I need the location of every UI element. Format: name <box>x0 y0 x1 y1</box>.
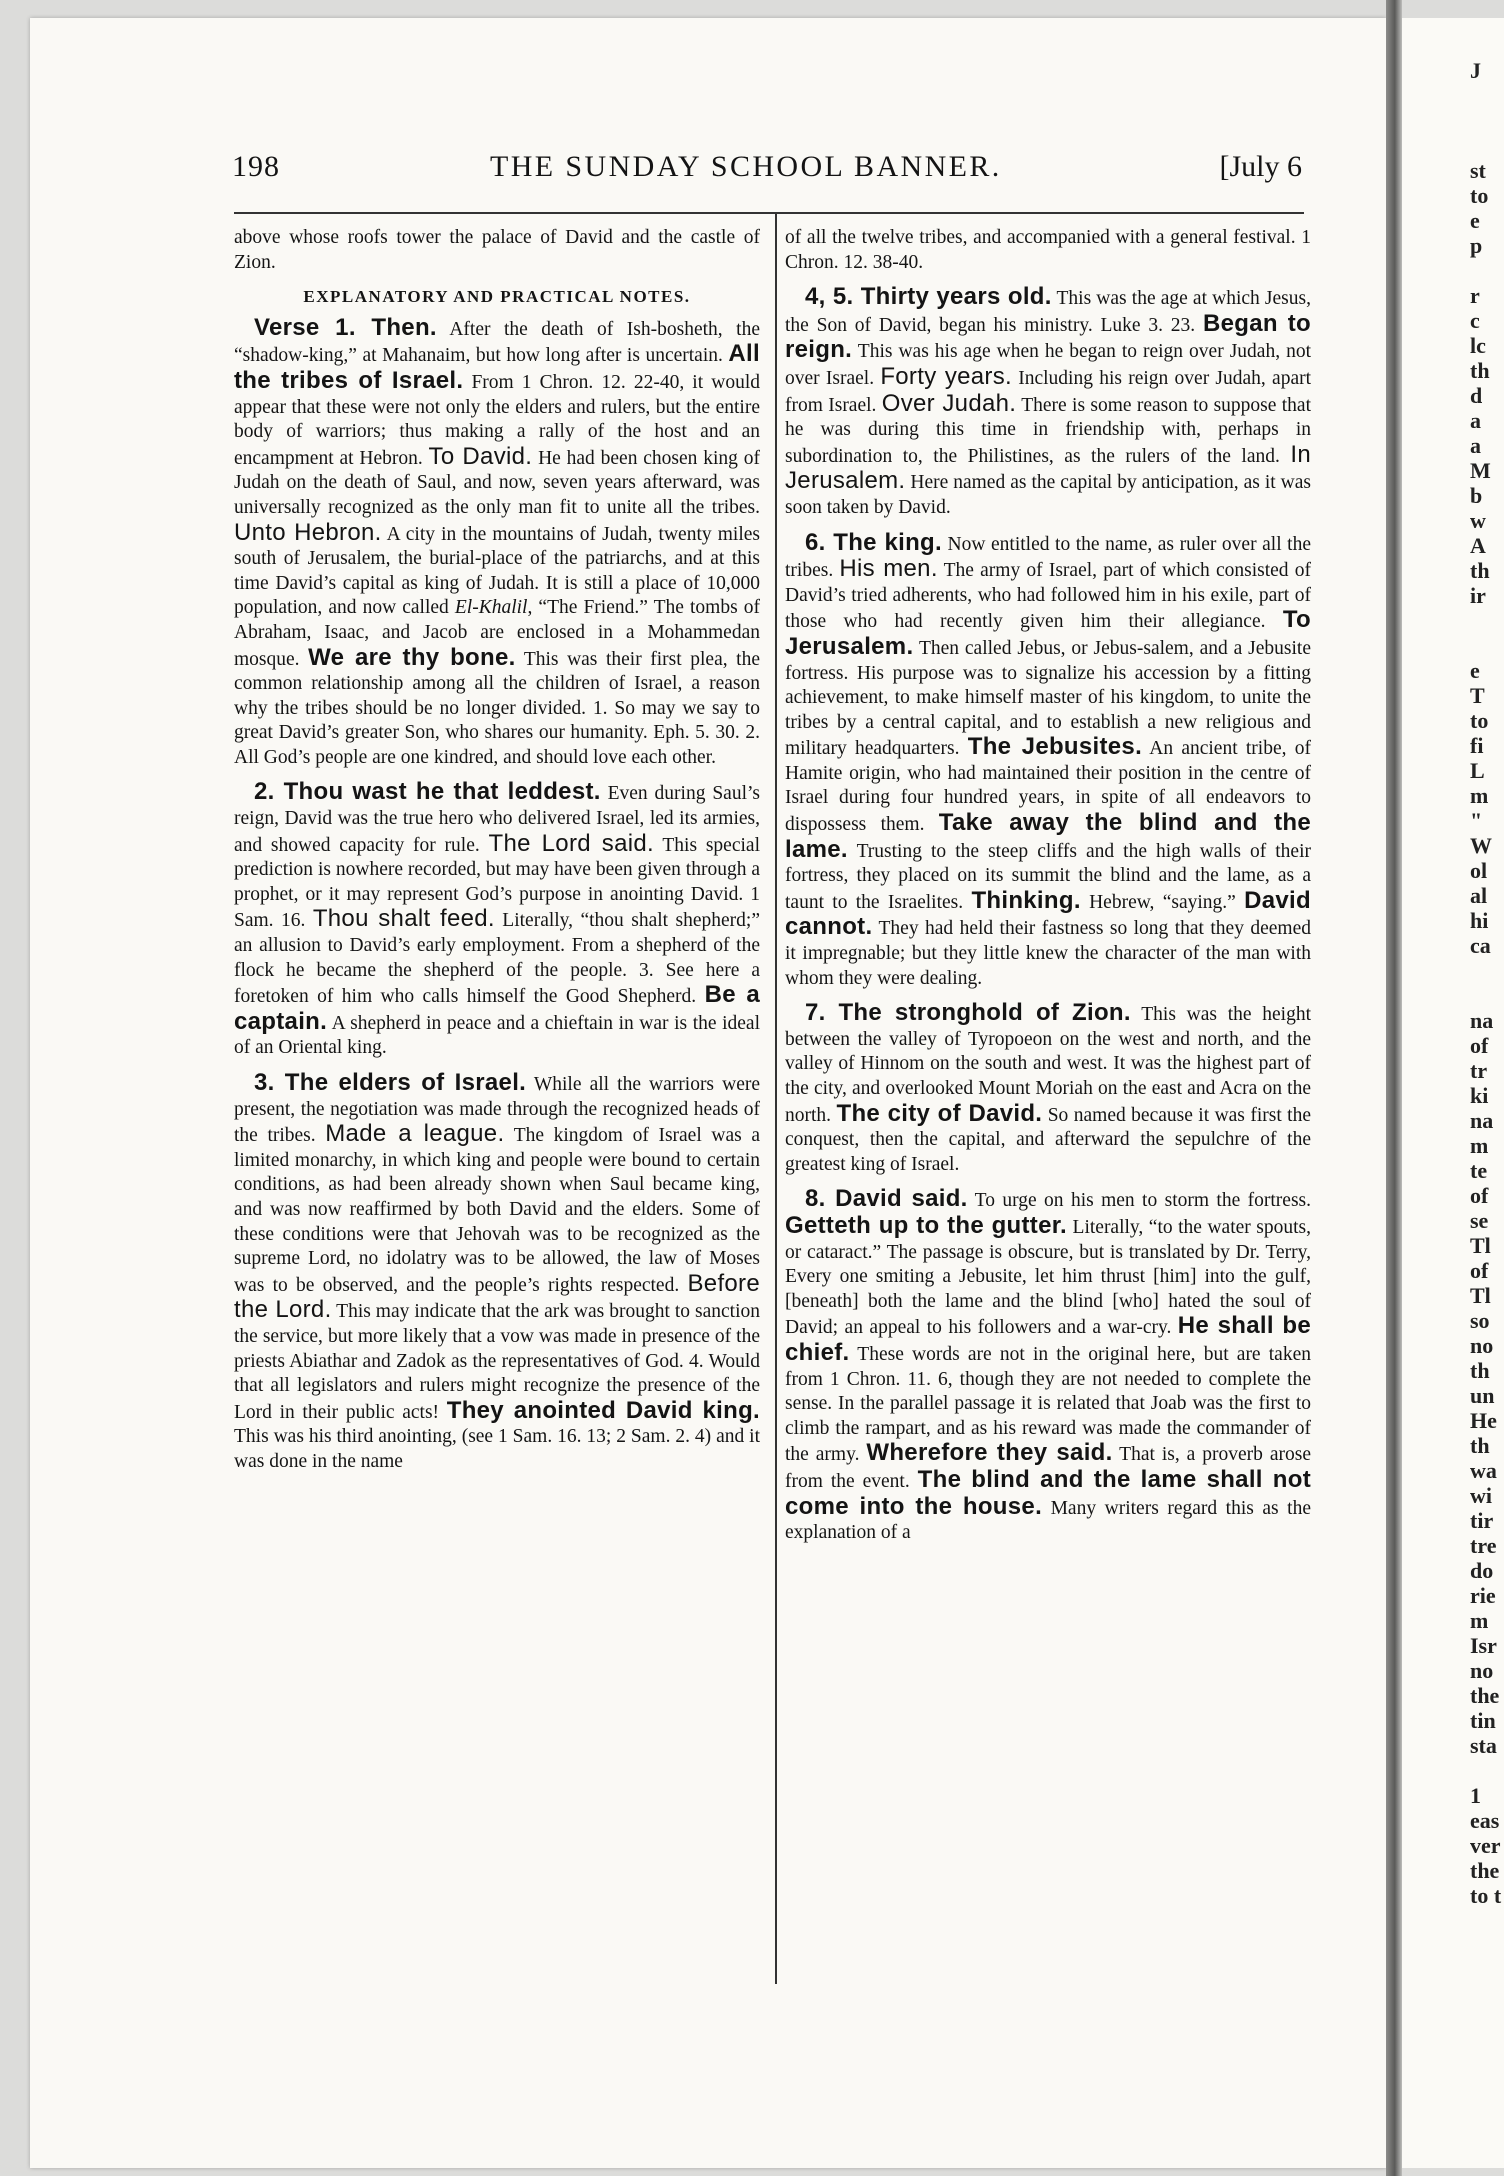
keyword: 7. The stronghold of Zion. <box>805 999 1131 1027</box>
keyword: The blind and the lame shall not come into the house. <box>785 1465 1311 1520</box>
note-verse-8: 8. David said. To urge on his men to storm the fortress. Getteth up to the gutter. Literally, “to the water spouts, or cataract.” The passage is obscure, but is translated by Dr. Terry, Every one smiting a Jebusite, let him thrust [him] into the gulf, [beneath] both the lame and the blind [who] hated the soul of David; an appeal to his followers and a war-cry. He shall be chief. These words are not in the original here, but are taken from 1 Chron. 11. 6, though they are not needed to complete the sense. In the parallel passage it is related that Joab was the first to climb the rampart, and as his reward was made the commander of the army. Wherefore they said. That is, a proverb arose from the event. The blind and the lame shall not come into the house. Many writers regard this as the explanation of a <box>785 1185 1312 1544</box>
header-rule <box>234 212 1304 214</box>
keyword: The city of David. <box>836 1099 1043 1127</box>
keyword: The Jebusites. <box>967 733 1143 761</box>
keyword: The Lord said. <box>488 829 654 857</box>
note-verse-6: 6. The king. Now entitled to the name, as ruler over all the tribes. His men. The army of Israel, part of which consisted of David’s tried adherents, who had followed him in his exile, part of those who had recently given him their allegiance. To Jerusalem. Then called Jebus, or Jebus-salem, and a Jebusite fortress. His purpose was to signalize his accession by a fitting achievement, to make himself master of his kingdom, to unite the tribes by a central capital, and to establish a new religious and military headquarters. The Jebusites. An ancient tribe, of Hamite origin, who had maintained their position in the centre of Israel during four hundred years, in spite of all endeavors to dispossess them. Take away the blind and the lame. Trusting to the steep cliffs and the high walls of their fortress, they placed on its summit the blind and the lame, as a taunt to the Israelites. Thinking. Hebrew, “saying.” David cannot. They had held their fastness so long that they deemed it impregnable; but they little knew the character of the man with whom they were dealing. <box>785 528 1311 989</box>
note-verse-1: Verse 1. Then. After the death of Ish-bosheth, the “shadow-king,” at Mahanaim, but how long after is uncertain. All the tribes of Israel. From 1 Chron. 12. 22-40, it would appear that these were not only the elders and rulers, but the entire body of warriors; thus making a rally of the host and an encampment at Hebron. To David. He had been chosen king of Judah on the death of Saul, and now, seven years afterward, was universally recognized as the only man fit to unite all the tribes. Unto Hebron. A city in the mountains of Judah, twenty miles south of Jerusalem, the burial-place of the patriarchs, and at this time David’s capital as king of Judah. It is still a place of 10,000 population, and now called El-Khalil, “The Friend.” The tombs of Abraham, Isaac, and Jacob are enclosed in a Mohammedan mosque. We are thy bone. This was their first plea, the common relationship among all the children of Israel, a reason why the tribes should be no longer divided. 1. So may we say to great David’s greater Son, who shares our humanity. Eph. 5. 30. 2. All God’s people are one kindred, and should love each other. <box>234 313 761 768</box>
note-verse-7: 7. The stronghold of Zion. This was the height between the valley of Tyropoeon on the west and north, and the valley of Hinnom on the south and west. It was the highest part of the city, and overlooked Mount Moriah on the east and Acra on the north. The city of David. So named because it was first the conquest, then the capital, and afterward the sepulchre of the greatest king of Israel. <box>785 999 1312 1175</box>
keyword: Over Judah. <box>881 389 1017 417</box>
running-header <box>232 150 1302 190</box>
keyword: To Jerusalem. <box>785 606 1311 660</box>
keyword: Thou shalt feed. <box>312 905 495 933</box>
keyword: To David. <box>428 442 533 470</box>
right-column <box>785 226 1311 1556</box>
keyword: Be a captain. <box>234 981 761 1035</box>
keyword: They anointed David king. <box>446 1396 761 1424</box>
continued-paragraph: of all the twelve tribes, and accompanied with a general festival. 1 Chron. 12. 38-40. <box>785 227 1311 273</box>
keyword: He shall be chief. <box>785 1312 1311 1366</box>
keyword: Getteth up to the gutter. <box>785 1211 1068 1239</box>
keyword: Forty years. <box>880 362 1012 390</box>
keyword: 2. Thou wast he that leddest. <box>254 778 601 806</box>
keyword: Verse 1. Then. <box>254 313 437 341</box>
intro-paragraph: above whose roofs tower the palace of David and the castle of Zion. <box>234 227 760 273</box>
keyword: Wherefore they said. <box>866 1439 1113 1467</box>
keyword: Thinking. <box>971 886 1081 914</box>
keyword: Unto Hebron. <box>234 518 382 546</box>
keyword: All the tribes of Israel. <box>234 340 760 394</box>
keyword: 6. The king. <box>805 528 942 556</box>
note-verse-2: 2. Thou wast he that leddest. Even during Saul’s reign, David was the true hero who delivered Israel, led its armies, and showed capacity for rule. The Lord said. This special prediction is nowhere recorded, but may have been given through a prophet, or it may represent God’s purpose in anointing David. 1 Sam. 16. Thou shalt feed. Literally, “thou shalt shepherd;” an allusion to David’s early employment. From a shepherd of the flock he became the shepherd of the people. 3. See here a foretoken of him who calls himself the Good Shepherd. Be a captain. A shepherd in peace and a chieftain in war is the ideal of an Oriental king. <box>234 778 761 1059</box>
journal-title: THE SUNDAY SCHOOL BANNER. <box>490 150 1002 183</box>
keyword: Made a league. <box>325 1120 505 1148</box>
keyword: 3. The elders of Israel. <box>254 1069 527 1096</box>
book-gutter <box>1386 0 1402 2176</box>
section-heading: EXPLANATORY AND PRACTICAL NOTES. <box>303 287 691 307</box>
keyword: In Jerusalem. <box>785 440 1311 495</box>
keyword: Take away the blind and the lame. <box>785 809 1311 863</box>
note-verse-4-5: 4, 5. Thirty years old. This was the age at which Jesus, the Son of David, began his ministry. Luke 3. 23. Began to reign. This was his age when he began to reign over Judah, not over Israel. Forty years. Including his reign over Judah, apart from Israel. Over Judah. There is some reason to suppose that he was during this time in friendship with, perhaps in subordination to, the Philistines, as the rulers of the land. In Jerusalem. Here named as the capital by anticipation, as it was soon taken by David. <box>785 283 1312 518</box>
issue-date: [July 6 <box>1219 150 1302 183</box>
keyword: Before the Lord. <box>234 1269 760 1324</box>
facing-page-letters: J st to e p r c lc th d a a M b w A th ir e T to fi L m " W ol al hi ca na of tr ki na m te of se Tl of Tl so no th un He th wa wi tir tre do rie m Isr no the tin sta 1 eas ver the to t <box>1470 58 1502 1908</box>
page-number: 198 <box>232 150 280 183</box>
left-column <box>234 226 760 1485</box>
facing-page-edge <box>1402 18 1504 2168</box>
italic-term: El-Khalil <box>454 597 528 619</box>
keyword: David cannot. <box>785 886 1311 941</box>
keyword: 8. David said. <box>805 1185 968 1213</box>
keyword: His men. <box>839 555 938 583</box>
keyword: We are thy bone. <box>308 643 516 671</box>
note-verse-3: 3. The elders of Israel. While all the warriors were present, the negotiation was made through the recognized heads of the tribes. Made a league. The kingdom of Israel was a limited monarchy, in which king and people were bound to certain conditions, as had been already shown when Saul became king, and was now reaffirmed by both David and the elders. Some of these conditions were that Jehovah was to be recognized as the supreme Lord, no idolatry was to be allowed, the law of Moses was to be observed, and the people’s rights respected. Before the Lord. This may indicate that the ark was brought to sanction the service, but more likely that a vow was made in presence of the priests Abiathar and Zadok as the representatives of God. 4. Would that all legislators and rulers might recognize the presence of the Lord in their public acts! They anointed David king. This was his third anointing, (see 1 Sam. 16. 13; 2 Sam. 2. 4) and it was done in the name <box>234 1069 761 1472</box>
keyword: 4, 5. Thirty years old. <box>805 283 1052 311</box>
keyword: Began to reign. <box>785 309 1311 364</box>
column-divider <box>775 212 777 1984</box>
